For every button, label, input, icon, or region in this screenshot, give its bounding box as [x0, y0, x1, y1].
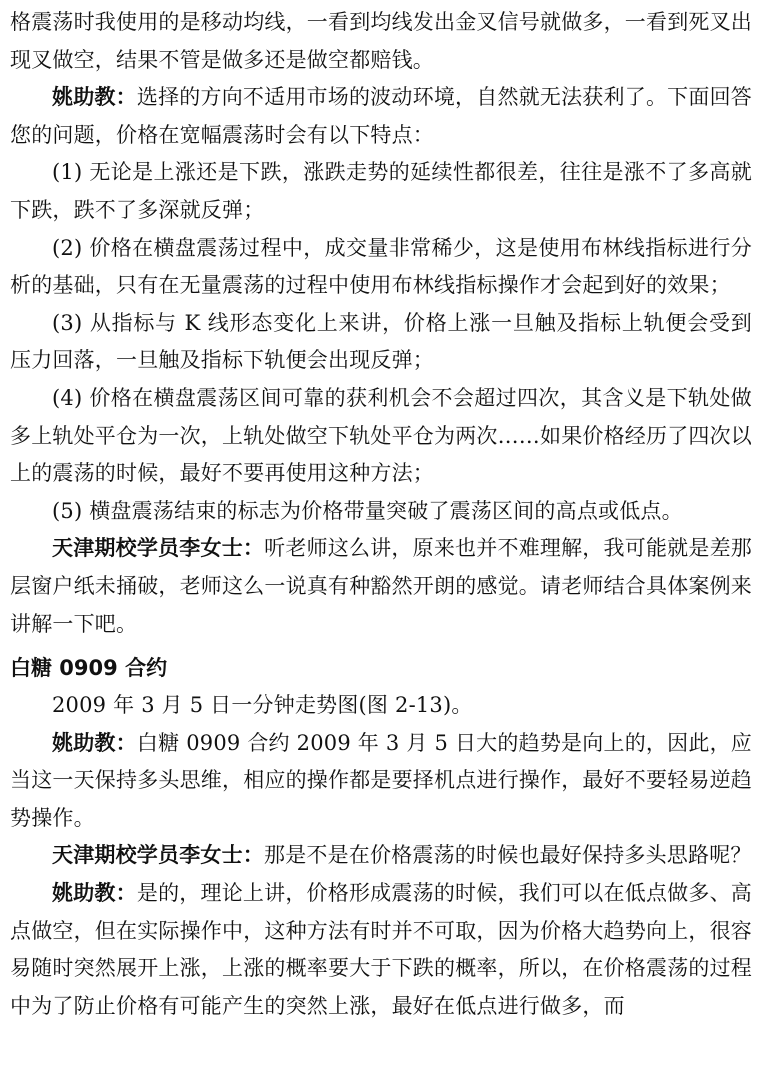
paragraph-dialogue: [10, 837, 752, 875]
paragraph-continuation: [10, 4, 752, 79]
paragraph-text: (3) 从指标与 K 线形态变化上来讲，价格上涨一旦触及指标上轨便会受到压力回落，一旦触及指标下轨便会出现反弹；: [10, 310, 752, 373]
paragraph-dialogue: [10, 530, 752, 643]
paragraph-text: (2) 价格在横盘震荡过程中，成交量非常稀少，这是使用布林线指标进行分析的基础，只有在无量震荡的过程中使用布林线指标操作才会起到好的效果；: [10, 235, 752, 298]
paragraph-dialogue: [10, 875, 752, 1025]
paragraph-text: 听老师这么讲，原来也并不难理解，我可能就是差那层窗户纸未捅破，老师这么一说真有种豁然开朗的感觉。请老师结合具体案例来讲解一下吧。: [10, 536, 752, 636]
list-item-5: [10, 493, 752, 531]
paragraph-text: 白糖 0909 合约 2009 年 3 月 5 日大的趋势是向上的，因此，应当这一天保持多头思维，相应的操作都是要择机点进行操作，最好不要轻易逆趋势操作。: [10, 730, 752, 830]
document-page: [10, 4, 752, 1025]
list-item-2: [10, 230, 752, 305]
speaker-label: 姚助教：: [52, 85, 137, 110]
speaker-label: 姚助教：: [52, 881, 137, 906]
speaker-label: 天津期校学员李女士：: [52, 843, 264, 868]
paragraph-text: 选择的方向不适用市场的波动环境，自然就无法获利了。下面回答您的问题，价格在宽幅震荡时会有以下特点：: [10, 85, 752, 147]
paragraph-text: (5) 横盘震荡结束的标志为价格带量突破了震荡区间的高点或低点。: [52, 498, 683, 523]
paragraph-text: 那是不是在价格震荡的时候也最好保持多头思路呢？: [264, 843, 752, 868]
list-item-3: [10, 305, 752, 380]
list-item-4: [10, 380, 752, 493]
figure-caption-paragraph: [10, 687, 752, 725]
paragraph-text: 2009 年 3 月 5 日一分钟走势图(图 2-13)。: [52, 693, 473, 718]
speaker-label: 姚助教：: [52, 730, 137, 755]
section-heading: 白糖 0909 合约: [10, 656, 168, 681]
paragraph-text: 格震荡时我使用的是移动均线，一看到均线发出金叉信号就做多，一看到死叉出现叉做空，结果不管是做多还是做空都赔钱。: [10, 10, 752, 72]
paragraph-text: (4) 价格在横盘震荡区间可靠的获利机会不会超过四次，其含义是下轨处做多上轨处平仓为一次，上轨处做空下轨处平仓为两次……如果价格经历了四次以上的震荡的时候，最好不要再使用这种方法；: [10, 385, 752, 486]
paragraph-text: 是的，理论上讲，价格形成震荡的时候，我们可以在低点做多、高点做空，但在实际操作中，这种方法有时并不可取，因为价格大趋势向上，很容易随时突然展开上涨，上涨的概率要大于下跌的概率，所以，在价格震荡的过程中为了防止价格有可能产生的突然上涨，最好在低点进行做多，而: [10, 881, 752, 1018]
paragraph-dialogue: [10, 725, 752, 838]
paragraph-dialogue: [10, 79, 752, 154]
paragraph-text: (1) 无论是上涨还是下跌，涨跌走势的延续性都很差，往往是涨不了多高就下跌，跌不了多深就反弹；: [10, 160, 752, 222]
list-item-1: [10, 154, 752, 229]
speaker-label: 天津期校学员李女士：: [52, 536, 265, 561]
